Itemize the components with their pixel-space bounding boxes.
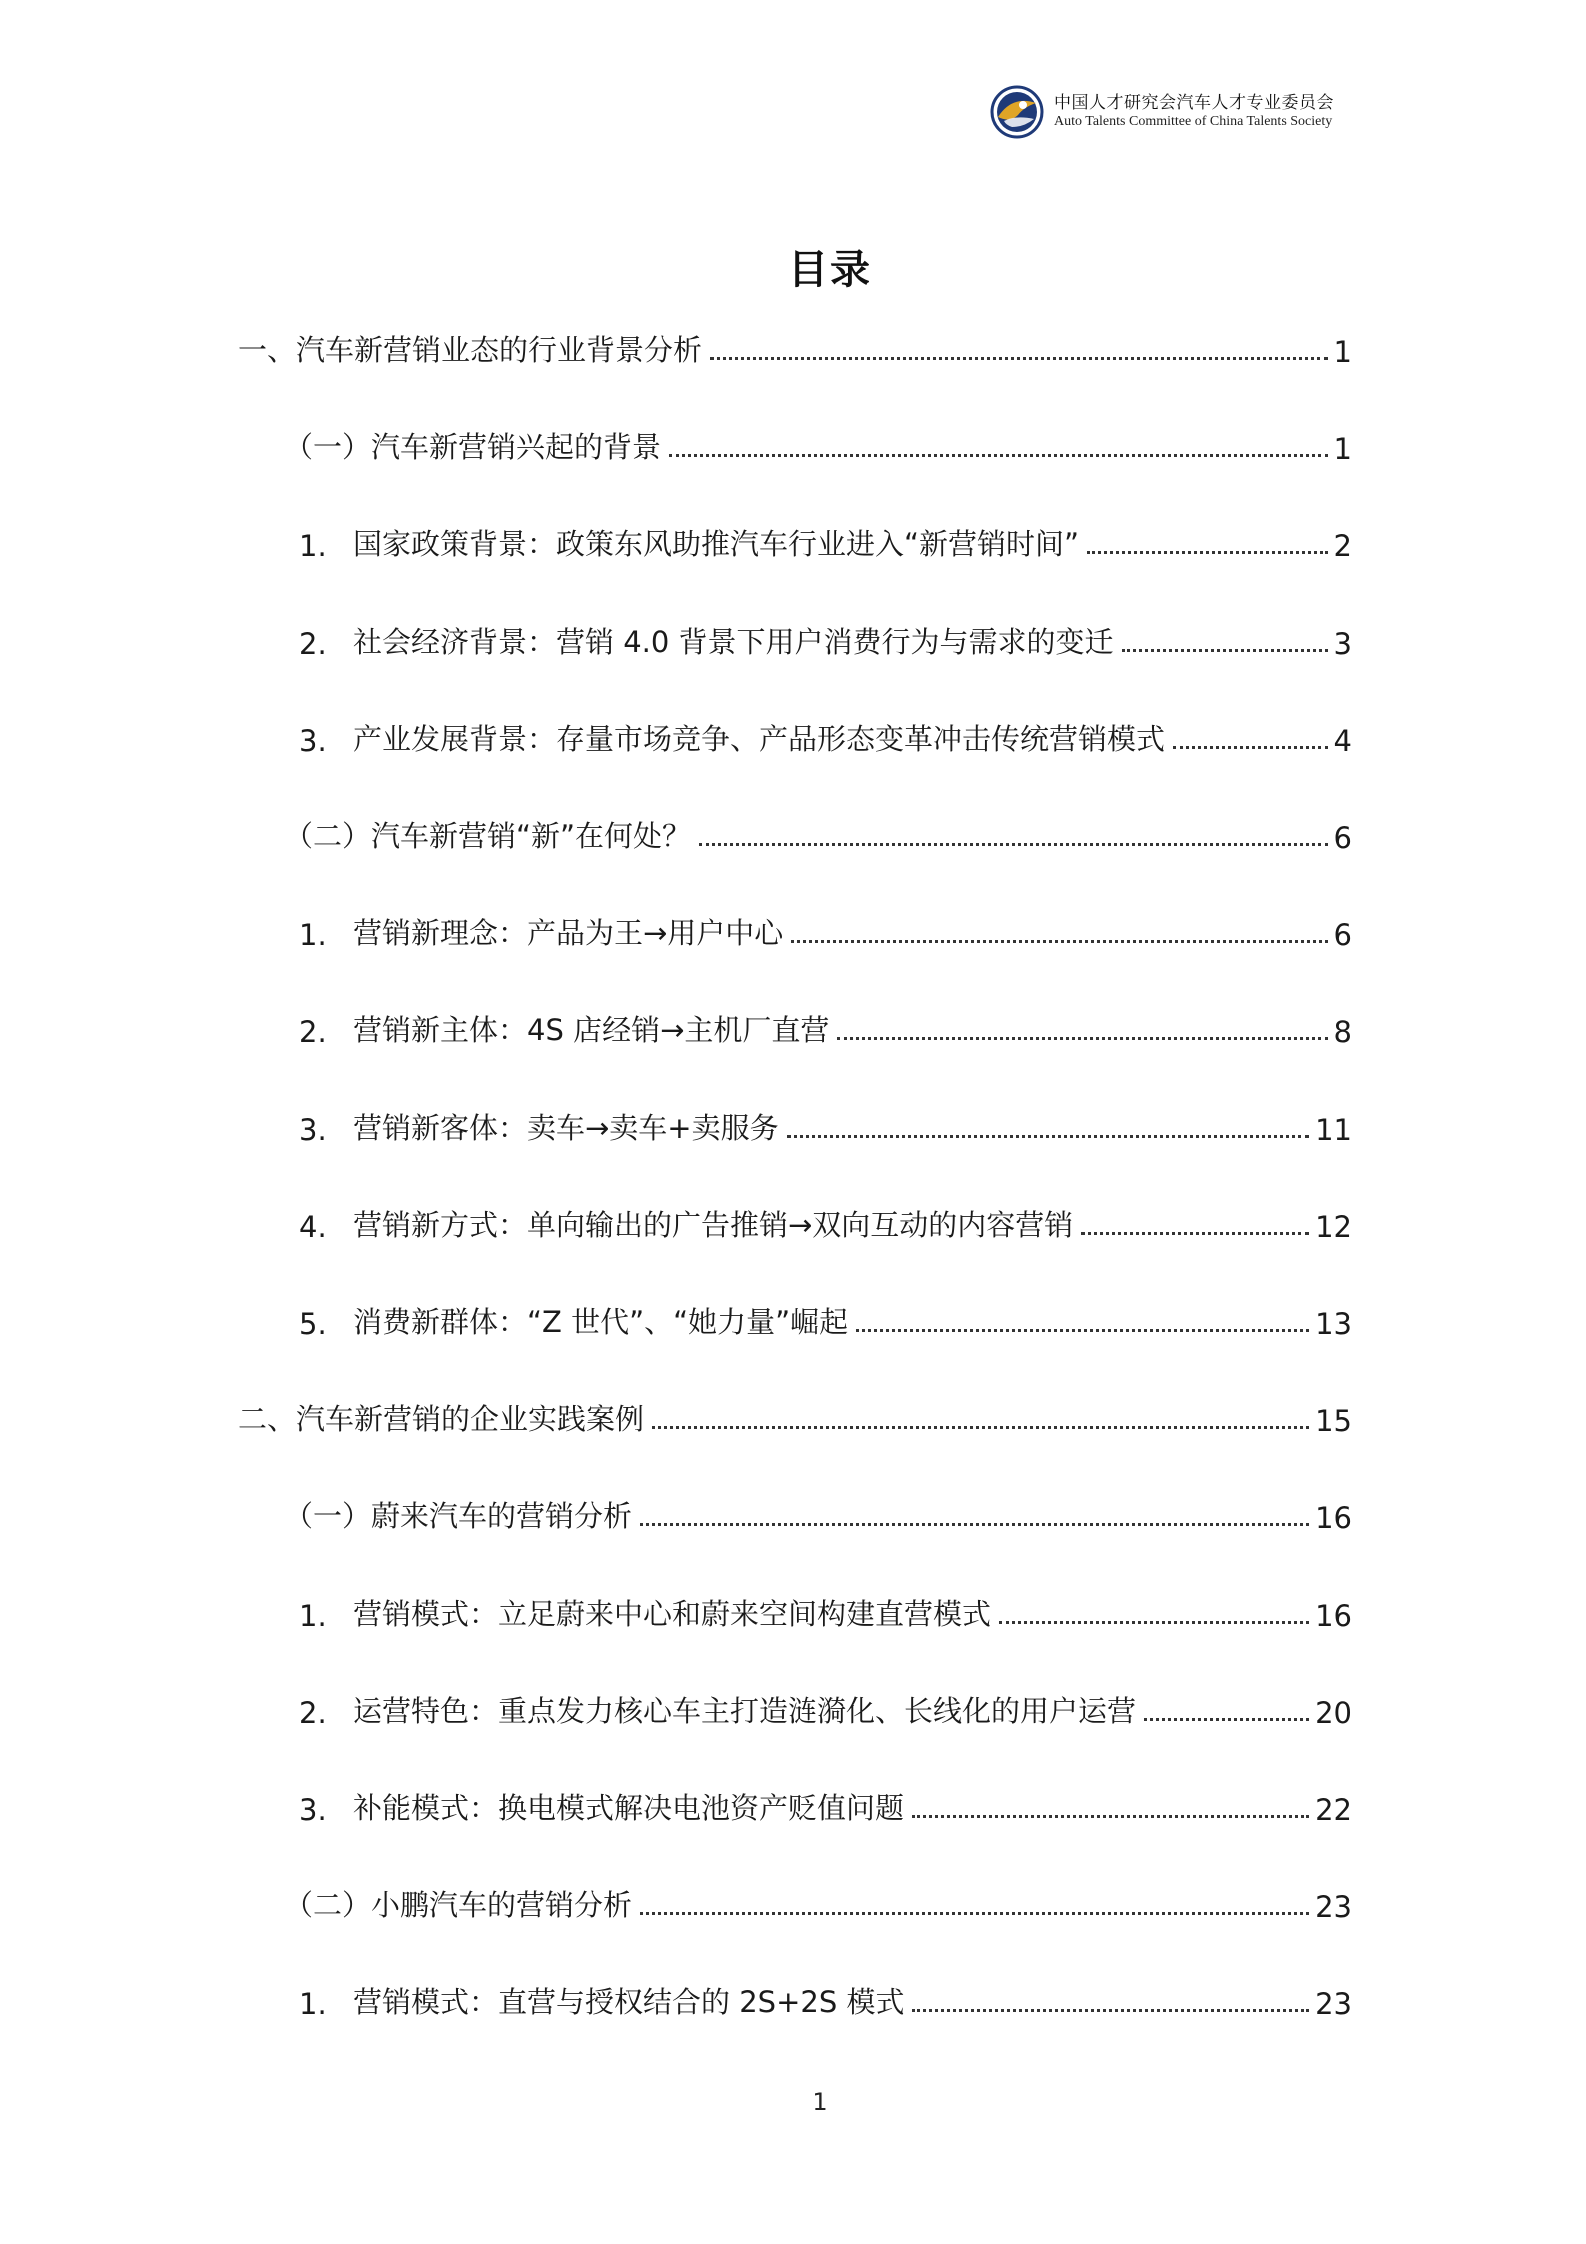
toc-entry-page: 15 [1315, 1404, 1352, 1438]
toc-entry[interactable] [284, 813, 1352, 855]
toc-entry-title: 产业发展背景：存量市场竞争、产品形态变革冲击传统营销模式 [353, 722, 1166, 756]
toc-entry-number: 5. [299, 1307, 327, 1341]
toc-entry[interactable] [284, 1493, 1352, 1535]
toc-dot-leader [1087, 551, 1327, 554]
toc-entry-title: 补能模式：换电模式解决电池资产贬值问题 [353, 1791, 905, 1825]
toc-entry-number: 3. [299, 724, 327, 758]
toc-entry-page: 22 [1315, 1793, 1352, 1827]
toc-dot-leader [669, 454, 1328, 457]
toc-entry[interactable] [299, 716, 1352, 758]
toc-entry-page: 23 [1315, 1890, 1352, 1924]
toc-entry-page: 2 [1333, 529, 1352, 563]
toc-entry-title: 社会经济背景：营销 4.0 背景下用户消费行为与需求的变迁 [353, 625, 1114, 659]
toc-entry[interactable] [299, 1688, 1352, 1730]
toc-entry[interactable] [238, 1396, 1352, 1438]
toc-entry-title: 营销新理念：产品为王→用户中心 [353, 916, 784, 950]
toc-entry-page: 6 [1333, 918, 1352, 952]
toc-dot-leader [856, 1329, 1309, 1332]
toc-entry-title: 营销新客体：卖车→卖车+卖服务 [353, 1111, 779, 1145]
toc-entry-title: 二、汽车新营销的企业实践案例 [238, 1402, 645, 1436]
toc-entry-page: 12 [1315, 1210, 1352, 1244]
toc-entry-title: 营销模式：立足蔚来中心和蔚来空间构建直营模式 [353, 1597, 992, 1631]
toc-entry[interactable] [284, 1882, 1352, 1924]
toc-dot-leader [710, 357, 1328, 360]
toc-entry-title: （二）小鹏汽车的营销分析 [284, 1888, 633, 1922]
toc-dot-leader [1081, 1232, 1309, 1235]
toc-entry-page: 16 [1315, 1599, 1352, 1633]
toc-entry-page: 6 [1333, 821, 1352, 855]
toc-entry[interactable] [299, 1007, 1352, 1049]
toc-entry-title: （一）汽车新营销兴起的背景 [284, 430, 662, 464]
toc-entry-page: 4 [1333, 724, 1352, 758]
toc-entry-number: 2. [299, 1696, 327, 1730]
toc-dot-leader [1122, 649, 1328, 652]
toc-entry-title: 国家政策背景：政策东风助推汽车行业进入“新营销时间” [353, 527, 1080, 561]
toc-entry-page: 20 [1315, 1696, 1352, 1730]
toc-entry-page: 1 [1333, 335, 1352, 369]
org-name-cn: 中国人才研究会汽车人才专业委员会 [1054, 93, 1334, 114]
toc-entry-title: 营销新主体：4S 店经销→主机厂直营 [353, 1013, 830, 1047]
toc-entry-number: 1. [299, 529, 327, 563]
toc-dot-leader [1173, 746, 1328, 749]
toc-entry[interactable] [299, 1299, 1352, 1341]
toc-dot-leader [1144, 1718, 1309, 1721]
toc-entry-title: （一）蔚来汽车的营销分析 [284, 1499, 633, 1533]
toc-entry[interactable] [299, 1202, 1352, 1244]
toc-entry-number: 3. [299, 1113, 327, 1147]
toc-entry[interactable] [299, 1591, 1352, 1633]
toc-entry-page: 23 [1315, 1987, 1352, 2021]
toc-dot-leader [791, 940, 1327, 943]
toc-dot-leader [640, 1523, 1309, 1526]
organization-logo-icon [990, 85, 1044, 139]
toc-entry-page: 3 [1333, 627, 1352, 661]
toc-entry[interactable] [299, 1785, 1352, 1827]
toc-dot-leader [699, 843, 1327, 846]
toc-dot-leader [999, 1621, 1309, 1624]
toc-entry-number: 4. [299, 1210, 327, 1244]
toc-entry[interactable] [284, 424, 1352, 466]
org-name-en: Auto Talents Committee of China Talents Society [1054, 113, 1333, 129]
toc-dot-leader [912, 1815, 1309, 1818]
toc-entry-page: 11 [1315, 1113, 1352, 1147]
page-title: 目录 [788, 247, 872, 293]
toc-entry-title: 运营特色：重点发力核心车主打造涟漪化、长线化的用户运营 [353, 1694, 1137, 1728]
brand-text [1054, 94, 1334, 130]
toc-dot-leader [652, 1426, 1309, 1429]
toc-entry-number: 1. [299, 1987, 327, 2021]
toc-entry-number: 1. [299, 918, 327, 952]
toc-entry-page: 13 [1315, 1307, 1352, 1341]
toc-entry-number: 3. [299, 1793, 327, 1827]
toc-entry-number: 2. [299, 627, 327, 661]
toc-entry-number: 1. [299, 1599, 327, 1633]
toc-entry-number: 2. [299, 1015, 327, 1049]
toc-entry-title: 一、汽车新营销业态的行业背景分析 [238, 333, 703, 367]
toc-entry-title: 消费新群体：“Z 世代”、“她力量”崛起 [353, 1305, 849, 1339]
toc-entry-title: （二）汽车新营销“新”在何处？ [284, 819, 692, 853]
toc-dot-leader [640, 1912, 1309, 1915]
toc-entry-title: 营销模式：直营与授权结合的 2S+2S 模式 [353, 1985, 905, 2019]
toc-entry-page: 1 [1333, 432, 1352, 466]
toc-dot-leader [837, 1037, 1327, 1040]
toc-entry-page: 16 [1315, 1501, 1352, 1535]
toc-dot-leader [912, 2009, 1309, 2012]
toc-entry[interactable] [299, 521, 1352, 563]
toc-entry[interactable] [299, 910, 1352, 952]
toc-entry-title: 营销新方式：单向输出的广告推销→双向互动的内容营销 [353, 1208, 1074, 1242]
toc-entry-page: 8 [1333, 1015, 1352, 1049]
toc-entry[interactable] [238, 327, 1352, 369]
toc-dot-leader [787, 1135, 1309, 1138]
header-brand [990, 84, 1350, 140]
page-number: 1 [812, 2088, 828, 2116]
toc-entry[interactable] [299, 1979, 1352, 2021]
toc-entry[interactable] [299, 1105, 1352, 1147]
toc-entry[interactable] [299, 619, 1352, 661]
